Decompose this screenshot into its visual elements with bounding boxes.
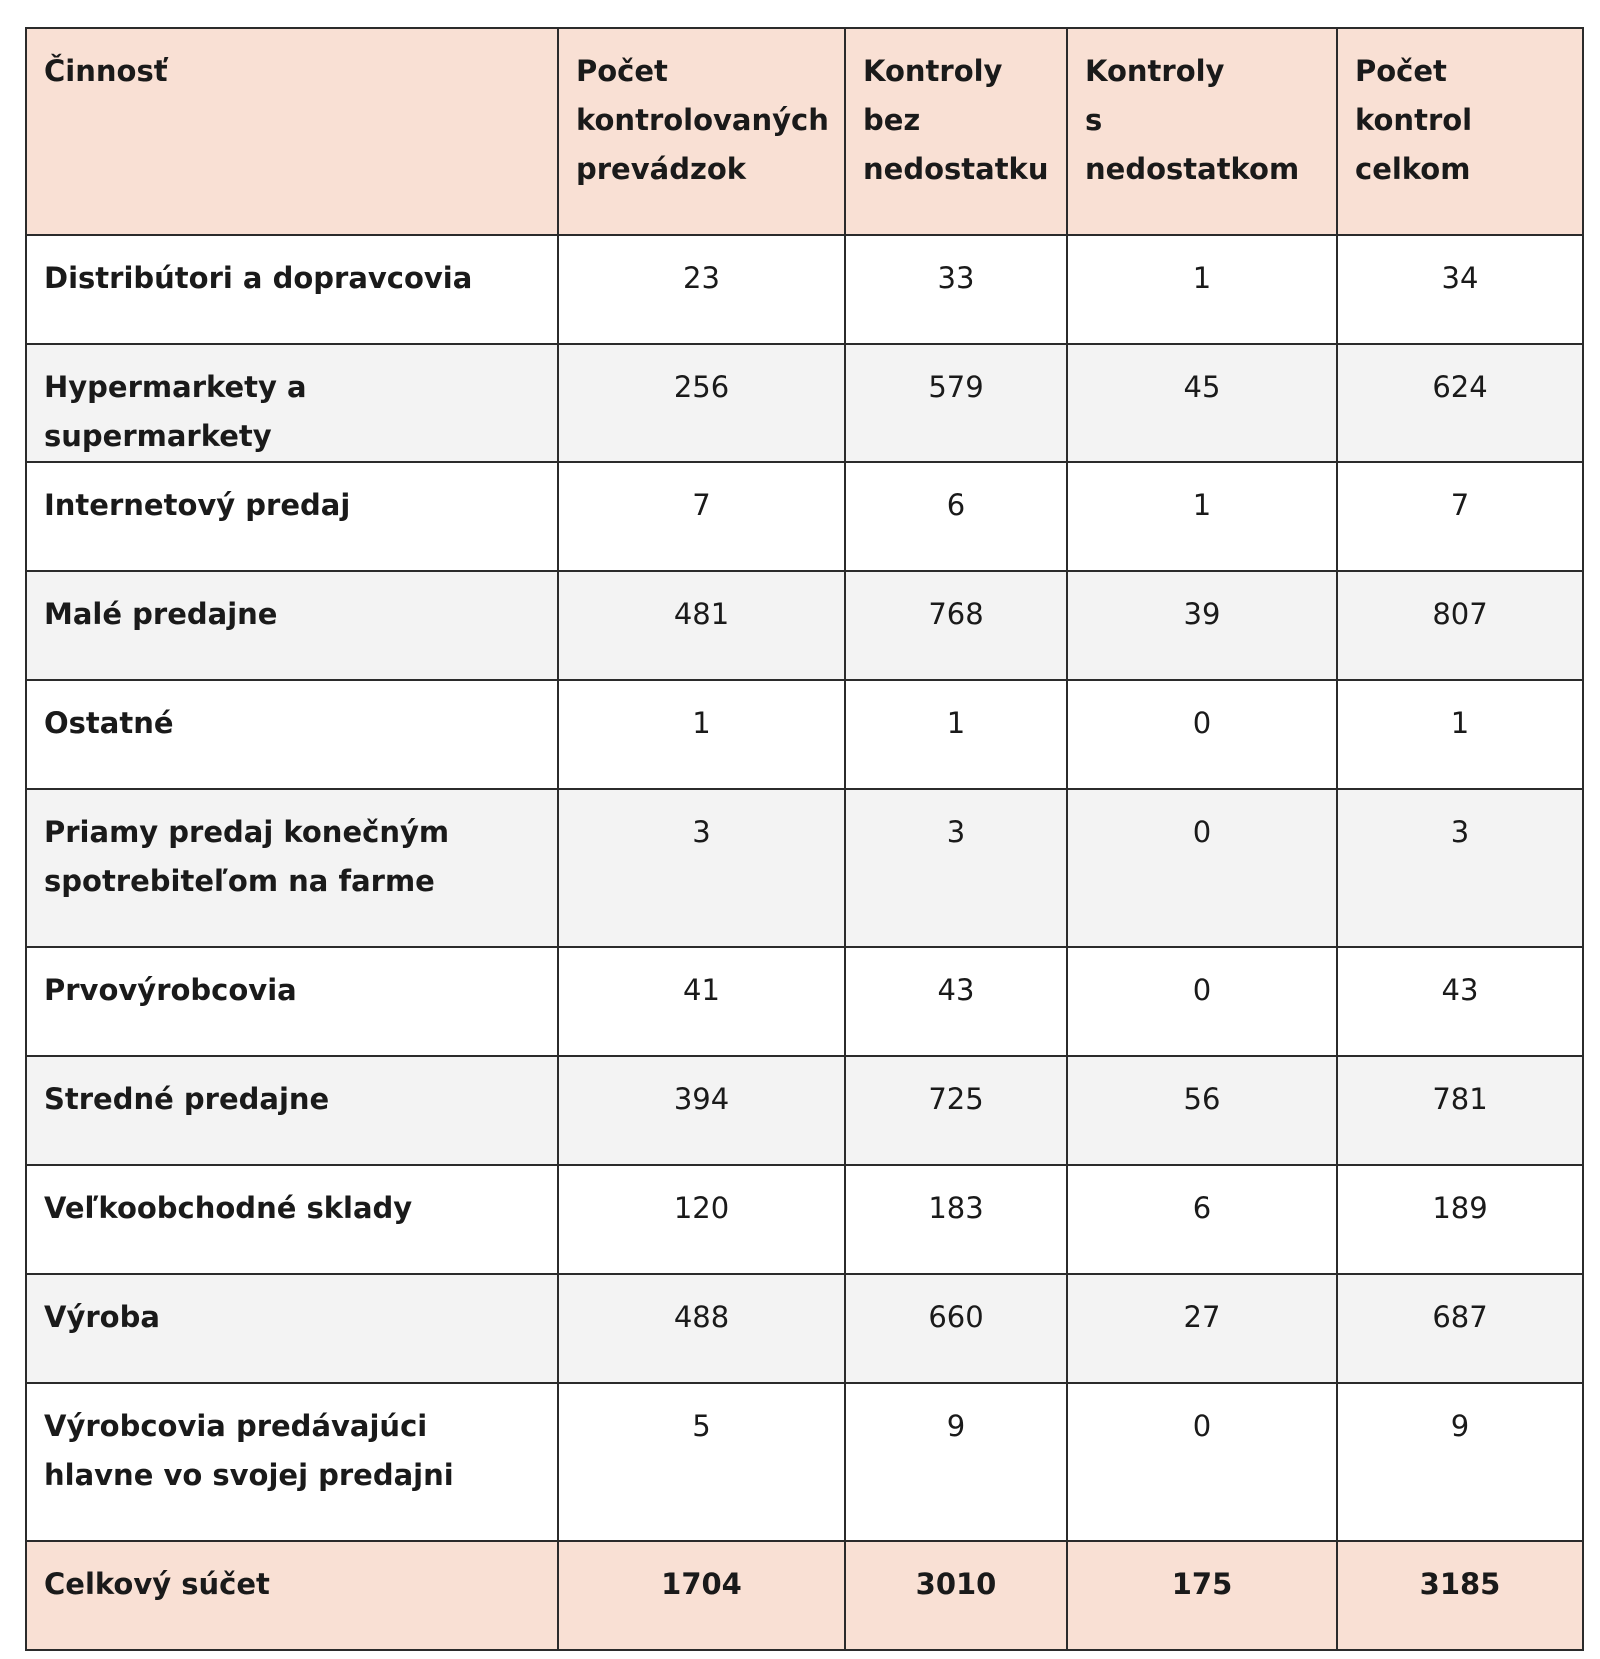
cell-inspected-establishments: 1 xyxy=(558,680,845,789)
row-label: Stredné predajne xyxy=(26,1056,558,1165)
cell-without-deficiency: 43 xyxy=(845,947,1067,1056)
cell-without-deficiency: 579 xyxy=(845,344,1067,462)
cell-with-deficiency: 0 xyxy=(1067,789,1337,947)
row-label: Veľkoobchodné sklady xyxy=(26,1165,558,1274)
table-row xyxy=(26,344,1583,462)
total-label: Celkový súčet xyxy=(26,1541,558,1650)
cell-inspected-establishments: 394 xyxy=(558,1056,845,1165)
cell-with-deficiency: 45 xyxy=(1067,344,1337,462)
table-row xyxy=(26,1165,1583,1274)
cell-with-deficiency: 1 xyxy=(1067,462,1337,571)
table-row xyxy=(26,1274,1583,1383)
cell-total-inspections: 624 xyxy=(1337,344,1583,462)
cell-total-inspections: 781 xyxy=(1337,1056,1583,1165)
cell-total-inspections: 34 xyxy=(1337,235,1583,344)
inspection-table xyxy=(25,27,1584,1651)
header-inspected-establishments: Počet kontrolovaných prevádzok xyxy=(558,28,845,235)
table-row xyxy=(26,1056,1583,1165)
table-row xyxy=(26,462,1583,571)
row-label: Ostatné xyxy=(26,680,558,789)
total-row xyxy=(26,1541,1583,1650)
total-inspected-establishments: 1704 xyxy=(558,1541,845,1650)
cell-without-deficiency: 3 xyxy=(845,789,1067,947)
cell-with-deficiency: 1 xyxy=(1067,235,1337,344)
cell-inspected-establishments: 256 xyxy=(558,344,845,462)
table-header-row xyxy=(26,28,1583,235)
header-activity: Činnosť xyxy=(26,28,558,235)
total-without-deficiency: 3010 xyxy=(845,1541,1067,1650)
row-label: Výroba xyxy=(26,1274,558,1383)
table-row xyxy=(26,789,1583,947)
cell-total-inspections: 687 xyxy=(1337,1274,1583,1383)
row-label: Prvovýrobcovia xyxy=(26,947,558,1056)
cell-inspected-establishments: 7 xyxy=(558,462,845,571)
cell-without-deficiency: 768 xyxy=(845,571,1067,680)
header-inspections-with-deficiency: Kontroly s nedostatkom xyxy=(1067,28,1337,235)
header-total-inspections: Počet kontrol celkom xyxy=(1337,28,1583,235)
cell-with-deficiency: 0 xyxy=(1067,1383,1337,1541)
header-inspections-without-deficiency: Kontroly bez nedostatku xyxy=(845,28,1067,235)
cell-total-inspections: 43 xyxy=(1337,947,1583,1056)
table-row xyxy=(26,947,1583,1056)
cell-without-deficiency: 183 xyxy=(845,1165,1067,1274)
table-row xyxy=(26,680,1583,789)
cell-inspected-establishments: 120 xyxy=(558,1165,845,1274)
row-label: Distribútori a dopravcovia xyxy=(26,235,558,344)
cell-with-deficiency: 56 xyxy=(1067,1056,1337,1165)
total-inspections: 3185 xyxy=(1337,1541,1583,1650)
row-label: Priamy predaj konečným spotrebiteľom na farme xyxy=(26,789,558,947)
table-row xyxy=(26,235,1583,344)
cell-without-deficiency: 1 xyxy=(845,680,1067,789)
cell-inspected-establishments: 23 xyxy=(558,235,845,344)
cell-with-deficiency: 0 xyxy=(1067,680,1337,789)
cell-total-inspections: 9 xyxy=(1337,1383,1583,1541)
cell-without-deficiency: 9 xyxy=(845,1383,1067,1541)
cell-with-deficiency: 6 xyxy=(1067,1165,1337,1274)
cell-with-deficiency: 0 xyxy=(1067,947,1337,1056)
cell-without-deficiency: 660 xyxy=(845,1274,1067,1383)
cell-inspected-establishments: 481 xyxy=(558,571,845,680)
cell-total-inspections: 3 xyxy=(1337,789,1583,947)
table-row xyxy=(26,1383,1583,1541)
cell-inspected-establishments: 488 xyxy=(558,1274,845,1383)
row-label: Malé predajne xyxy=(26,571,558,680)
cell-inspected-establishments: 5 xyxy=(558,1383,845,1541)
cell-without-deficiency: 6 xyxy=(845,462,1067,571)
table-row xyxy=(26,571,1583,680)
row-label: Výrobcovia predávajúci hlavne vo svojej predajni xyxy=(26,1383,558,1541)
row-label: Hypermarkety a supermarkety xyxy=(26,344,558,462)
total-with-deficiency: 175 xyxy=(1067,1541,1337,1650)
cell-without-deficiency: 725 xyxy=(845,1056,1067,1165)
cell-inspected-establishments: 41 xyxy=(558,947,845,1056)
cell-with-deficiency: 27 xyxy=(1067,1274,1337,1383)
cell-without-deficiency: 33 xyxy=(845,235,1067,344)
cell-total-inspections: 1 xyxy=(1337,680,1583,789)
cell-total-inspections: 807 xyxy=(1337,571,1583,680)
cell-total-inspections: 7 xyxy=(1337,462,1583,571)
row-label: Internetový predaj xyxy=(26,462,558,571)
cell-with-deficiency: 39 xyxy=(1067,571,1337,680)
cell-total-inspections: 189 xyxy=(1337,1165,1583,1274)
cell-inspected-establishments: 3 xyxy=(558,789,845,947)
